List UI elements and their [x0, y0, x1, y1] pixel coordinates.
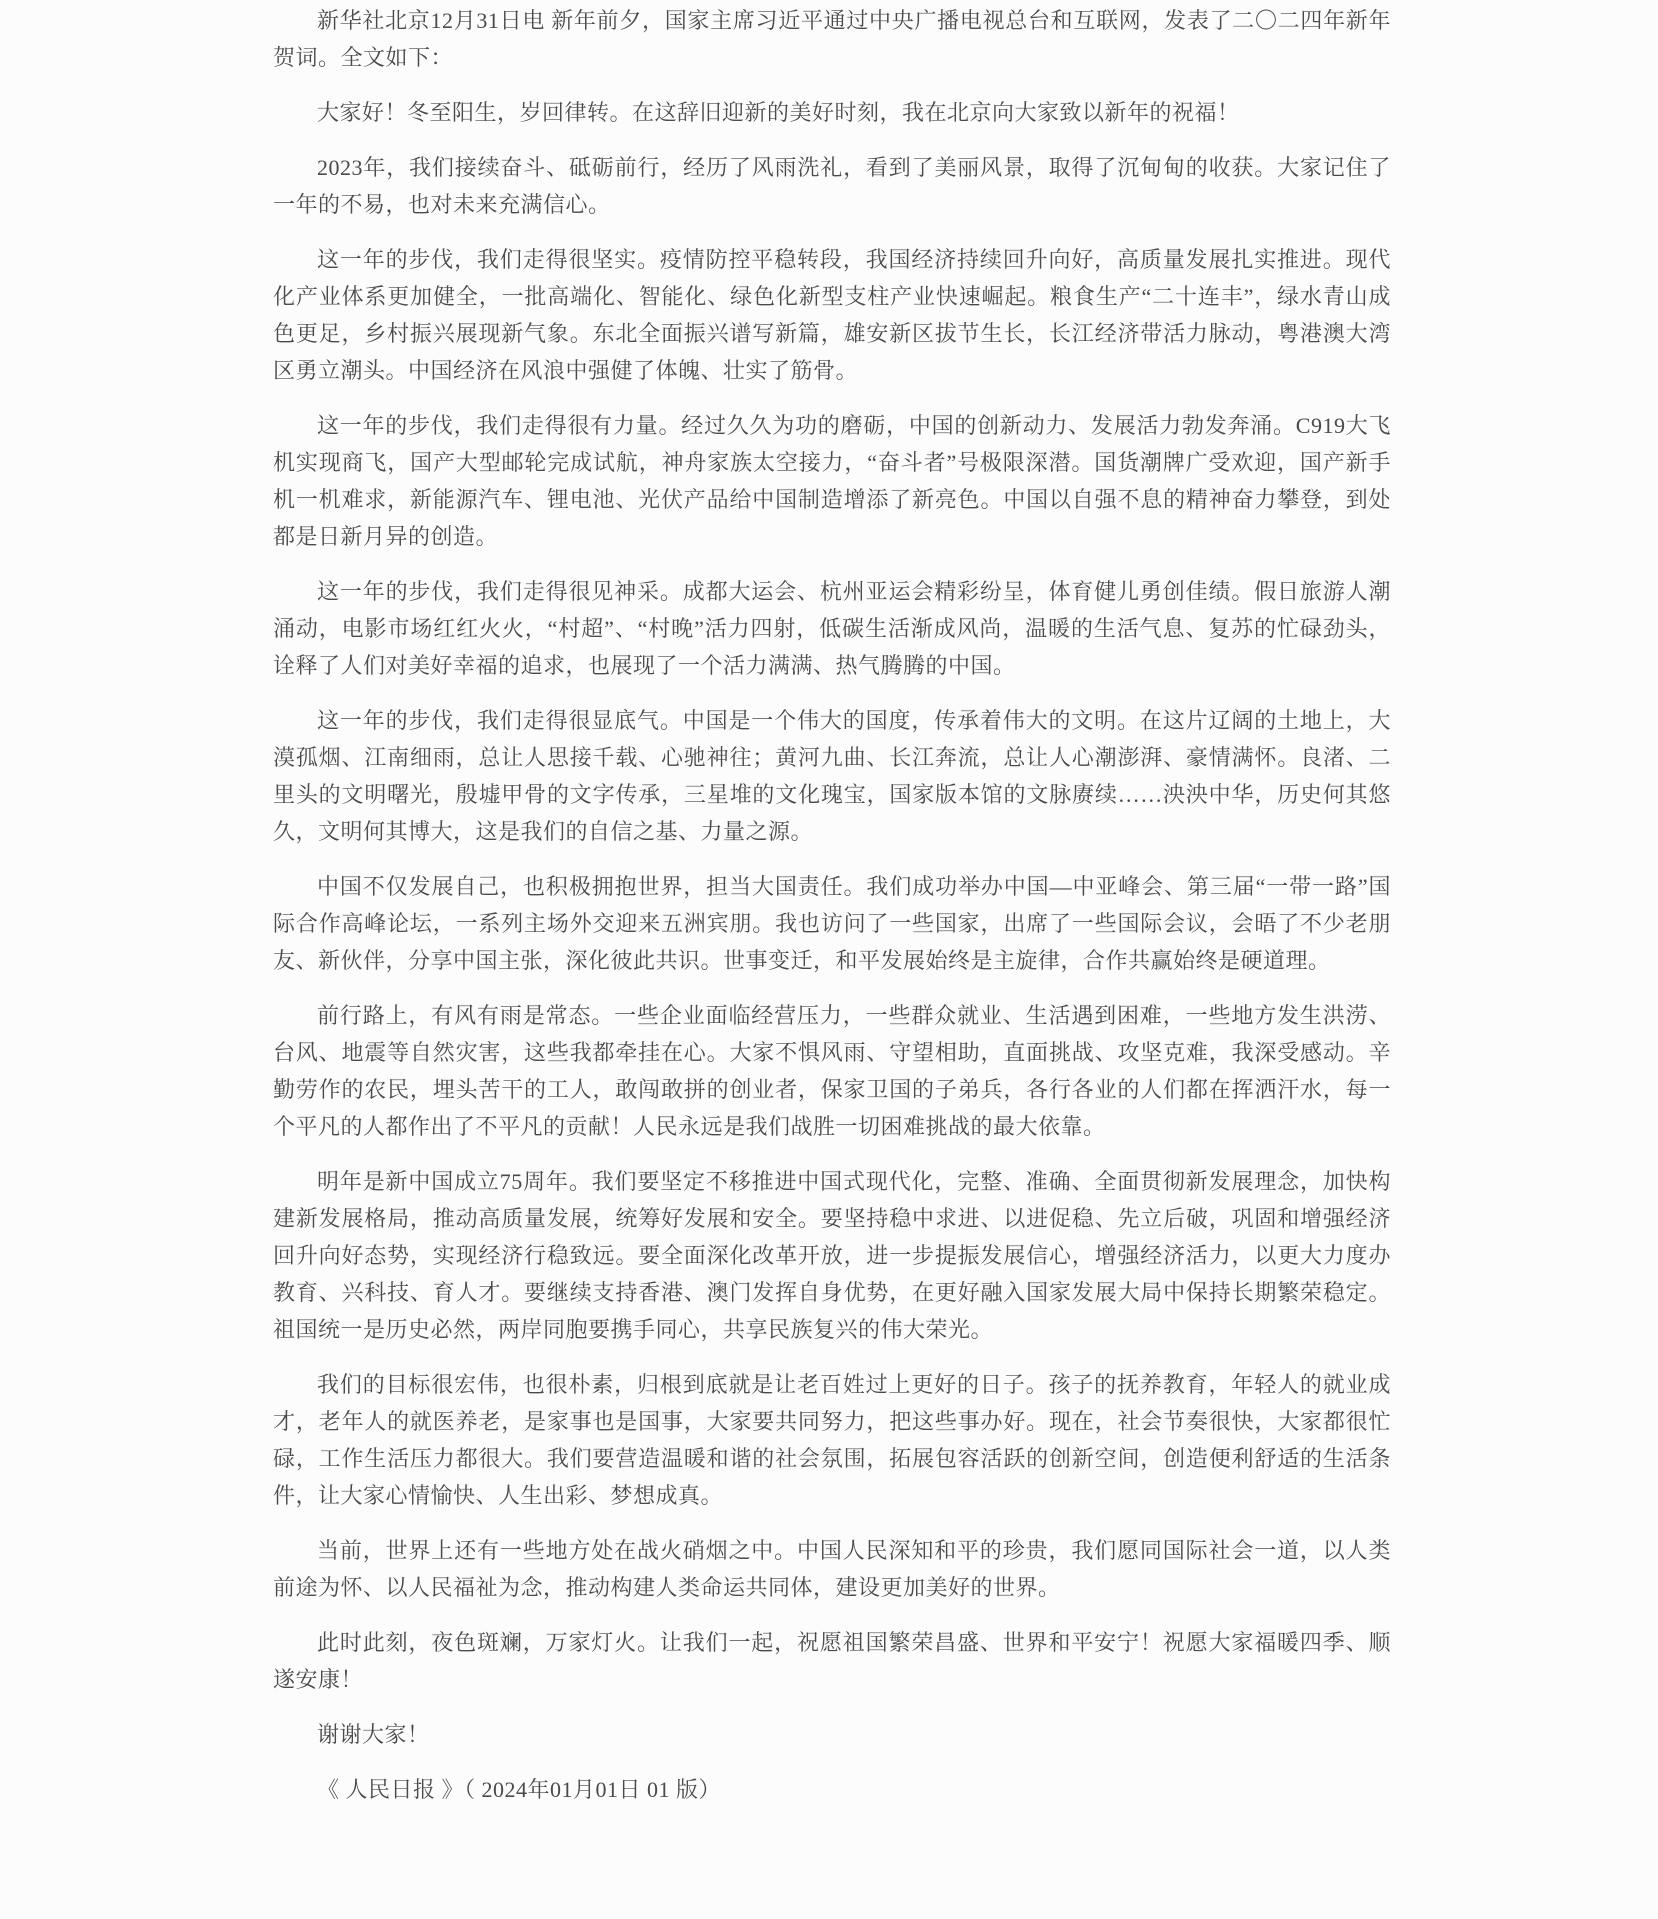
article-paragraph: 这一年的步伐，我们走得很坚实。疫情防控平稳转段，我国经济持续回升向好，高质量发展扎实推进。现代化产业体系更加健全，一批高端化、智能化、绿色化新型支柱产业快速崛起。粮食生产“二十连丰”，绿水青山成色更足，乡村振兴展现新气象。东北全面振兴谱写新篇，雄安新区拔节生长，长江经济带活力脉动，粤港澳大湾区勇立潮头。中国经济在风浪中强健了体魄、壮实了筋骨。 [273, 247, 1391, 383]
article-paragraph: 明年是新中国成立75周年。我们要坚定不移推进中国式现代化，完整、准确、全面贯彻新发展理念，加快构建新发展格局，推动高质量发展，统筹好发展和安全。要坚持稳中求进、以进促稳、先立后破，巩固和增强经济回升向好态势，实现经济行稳致远。要全面深化改革开放，进一步提振发展信心，增强经济活力，以更大力度办教育、兴科技、育人才。要继续支持香港、澳门发挥自身优势，在更好融入国家发展大局中保持长期繁荣稳定。祖国统一是历史必然，两岸同胞要携手同心，共享民族复兴的伟大荣光。 [273, 1169, 1391, 1342]
article-paragraph: 这一年的步伐，我们走得很有力量。经过久久为功的磨砺，中国的创新动力、发展活力勃发奔涌。C919大飞机实现商飞，国产大型邮轮完成试航，神舟家族太空接力，“奋斗者”号极限深潜。国货潮牌广受欢迎，国产新手机一机难求，新能源汽车、锂电池、光伏产品给中国制造增添了新亮色。中国以自强不息的精神奋力攀登，到处都是日新月异的创造。 [273, 413, 1391, 549]
article-paragraph: 2023年，我们接续奋斗、砥砺前行，经历了风雨洗礼，看到了美丽风景，取得了沉甸甸的收获。大家记住了一年的不易，也对未来充满信心。 [273, 155, 1391, 217]
article-paragraph: 当前，世界上还有一些地方处在战火硝烟之中。中国人民深知和平的珍贵，我们愿同国际社会一道，以人类前途为怀、以人民福祉为念，推动构建人类命运共同体，建设更加美好的世界。 [273, 1538, 1391, 1600]
article-paragraph: 我们的目标很宏伟，也很朴素，归根到底就是让老百姓过上更好的日子。孩子的抚养教育，年轻人的就业成才，老年人的就医养老，是家事也是国事，大家要共同努力，把这些事办好。现在，社会节奏很快，大家都很忙碌，工作生活压力都很大。我们要营造温暖和谐的社会氛围，拓展包容活跃的创新空间，创造便利舒适的生活条件，让大家心情愉快、人生出彩、梦想成真。 [273, 1372, 1391, 1508]
article-paragraph: 新华社北京12月31日电 新年前夕，国家主席习近平通过中央广播电视总台和互联网，发表了二〇二四年新年贺词。全文如下： [273, 8, 1391, 70]
article-paragraph: 谢谢大家！ [317, 1722, 430, 1747]
source-citation: 《 人民日报 》（ 2024年01月01日 01 版） [317, 1777, 722, 1802]
article-paragraph: 中国不仅发展自己，也积极拥抱世界，担当大国责任。我们成功举办中国—中亚峰会、第三届“一带一路”国际合作高峰论坛，一系列主场外交迎来五洲宾朋。我也访问了一些国家，出席了一些国际会议，会晤了不少老朋友、新伙伴，分享中国主张，深化彼此共识。世事变迁，和平发展始终是主旋律，合作共赢始终是硬道理。 [273, 874, 1391, 973]
article-paragraph: 此时此刻，夜色斑斓，万家灯火。让我们一起，祝愿祖国繁荣昌盛、世界和平安宁！祝愿大家福暖四季、顺遂安康！ [273, 1630, 1391, 1692]
article-paragraph: 前行路上，有风有雨是常态。一些企业面临经营压力，一些群众就业、生活遇到困难，一些地方发生洪涝、台风、地震等自然灾害，这些我都牵挂在心。大家不惧风雨、守望相助，直面挑战、攻坚克难，我深受感动。辛勤劳作的农民，埋头苦干的工人，敢闯敢拼的创业者，保家卫国的子弟兵，各行各业的人们都在挥洒汗水，每一个平凡的人都作出了不平凡的贡献！人民永远是我们战胜一切困难挑战的最大依靠。 [273, 1003, 1391, 1139]
article-paragraph: 这一年的步伐，我们走得很显底气。中国是一个伟大的国度，传承着伟大的文明。在这片辽阔的土地上，大漠孤烟、江南细雨，总让人思接千载、心驰神往；黄河九曲、长江奔流，总让人心潮澎湃、豪情满怀。良渚、二里头的文明曙光，殷墟甲骨的文字传承，三星堆的文化瑰宝，国家版本馆的文脉赓续……泱泱中华，历史何其悠久，文明何其博大，这是我们的自信之基、力量之源。 [273, 708, 1391, 844]
article-paragraph-list [273, 2, 1391, 1753]
article-paragraph: 大家好！冬至阳生，岁回律转。在这辞旧迎新的美好时刻，我在北京向大家致以新年的祝福！ [317, 100, 1240, 125]
article-body [273, 2, 1391, 1808]
article-paragraph: 这一年的步伐，我们走得很见神采。成都大运会、杭州亚运会精彩纷呈，体育健儿勇创佳绩。假日旅游人潮涌动，电影市场红红火火，“村超”、“村晚”活力四射，低碳生活渐成风尚，温暖的生活气息、复苏的忙碌劲头，诠释了人们对美好幸福的追求，也展现了一个活力满满、热气腾腾的中国。 [273, 579, 1391, 678]
